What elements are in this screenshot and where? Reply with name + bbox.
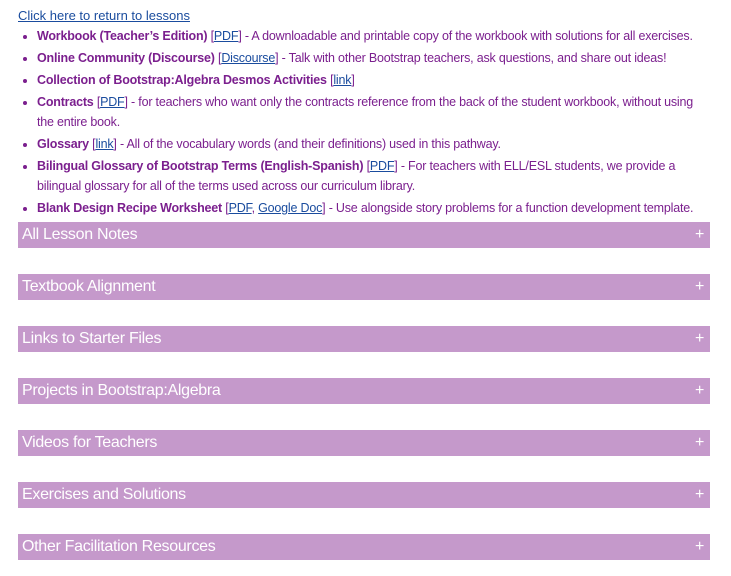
resource-item: • Bilingual Glossary of Bootstrap Terms (English-Spanish) [PDF] - For teachers with ELL/ESL students, we provide a bilingual glossary for all of the terms used across our curriculum library. [37,156,710,196]
accordion-section-header[interactable] [18,378,710,404]
resource-title: Glossary [37,137,89,151]
expand-plus-icon[interactable]: + [694,382,704,399]
expand-plus-icon[interactable]: + [694,278,704,295]
resource-link[interactable]: Discourse [221,51,276,65]
expand-plus-icon[interactable]: + [694,330,704,347]
resource-link[interactable]: PDF [100,95,125,109]
accordion-section-header[interactable] [18,222,710,248]
return-to-lessons-link[interactable]: Click here to return to lessons [18,8,190,23]
resource-title: Online Community (Discourse) [37,51,215,65]
resource-title: Collection of Bootstrap:Algebra Desmos Activities [37,73,327,87]
resource-description: - Talk with other Bootstrap teachers, ask questions, and share out ideas! [278,51,667,65]
resource-item: • Blank Design Recipe Worksheet [PDF, Google Doc] - Use alongside story problems for a function development template. [37,198,710,218]
resource-link[interactable]: link [95,137,114,151]
resource-title: Blank Design Recipe Worksheet [37,201,223,215]
accordion-section-header[interactable] [18,326,710,352]
section-title: Other Facilitation Resources [22,538,216,555]
page-content [18,0,710,560]
resource-title: Workbook (Teacher’s Edition) [37,29,208,43]
resource-title: Bilingual Glossary of Bootstrap Terms (English-Spanish) [37,159,364,173]
resource-description: - For teachers with ELL/ESL students, we provide a bilingual glossary for all of the terms used across our curriculum library. [37,159,676,193]
accordion-section-header[interactable] [18,534,710,560]
resource-link[interactable]: Google Doc [258,201,323,215]
accordion-section-header[interactable] [18,274,710,300]
resource-title: Contracts [37,95,94,109]
section-title: Exercises and Solutions [22,486,186,503]
resource-item: • Online Community (Discourse) [Discourse] - Talk with other Bootstrap teachers, ask questions, and share out ideas! [37,48,710,68]
resource-description: - All of the vocabulary words (and their definitions) used in this pathway. [116,137,501,151]
resource-item: • Glossary [link] - All of the vocabulary words (and their definitions) used in this pathway. [37,134,710,154]
section-title: Textbook Alignment [22,278,156,295]
accordion-section-header[interactable] [18,482,710,508]
resource-link[interactable]: PDF [369,159,395,173]
accordion-section-header[interactable] [18,430,710,456]
resource-description: - for teachers who want only the contracts reference from the back of the student workbook, without using the entire book. [37,95,693,129]
resource-item: • Workbook (Teacher’s Edition) [PDF] - A downloadable and printable copy of the workbook with solutions for all exercises. [37,26,710,46]
resource-list [18,26,710,218]
resource-link[interactable]: PDF [213,29,239,43]
section-title: Videos for Teachers [22,434,158,451]
expand-plus-icon[interactable]: + [694,434,704,451]
resource-item: • Collection of Bootstrap:Algebra Desmos Activities [link] [37,70,710,90]
section-title: All Lesson Notes [22,226,138,243]
resource-link[interactable]: PDF [228,201,252,215]
expand-plus-icon[interactable]: + [694,538,704,555]
expand-plus-icon[interactable]: + [694,486,704,503]
expand-plus-icon[interactable]: + [694,226,704,243]
resource-description: - Use alongside story problems for a function development template. [325,201,694,215]
accordion [18,222,710,560]
section-title: Projects in Bootstrap:Algebra [22,382,221,399]
resource-item: • Contracts [PDF] - for teachers who want only the contracts reference from the back of the student workbook, without using the entire book. [37,92,710,132]
section-title: Links to Starter Files [22,330,162,347]
resource-description: - A downloadable and printable copy of the workbook with solutions for all exercises. [241,29,693,43]
resource-link[interactable]: link [333,73,352,87]
